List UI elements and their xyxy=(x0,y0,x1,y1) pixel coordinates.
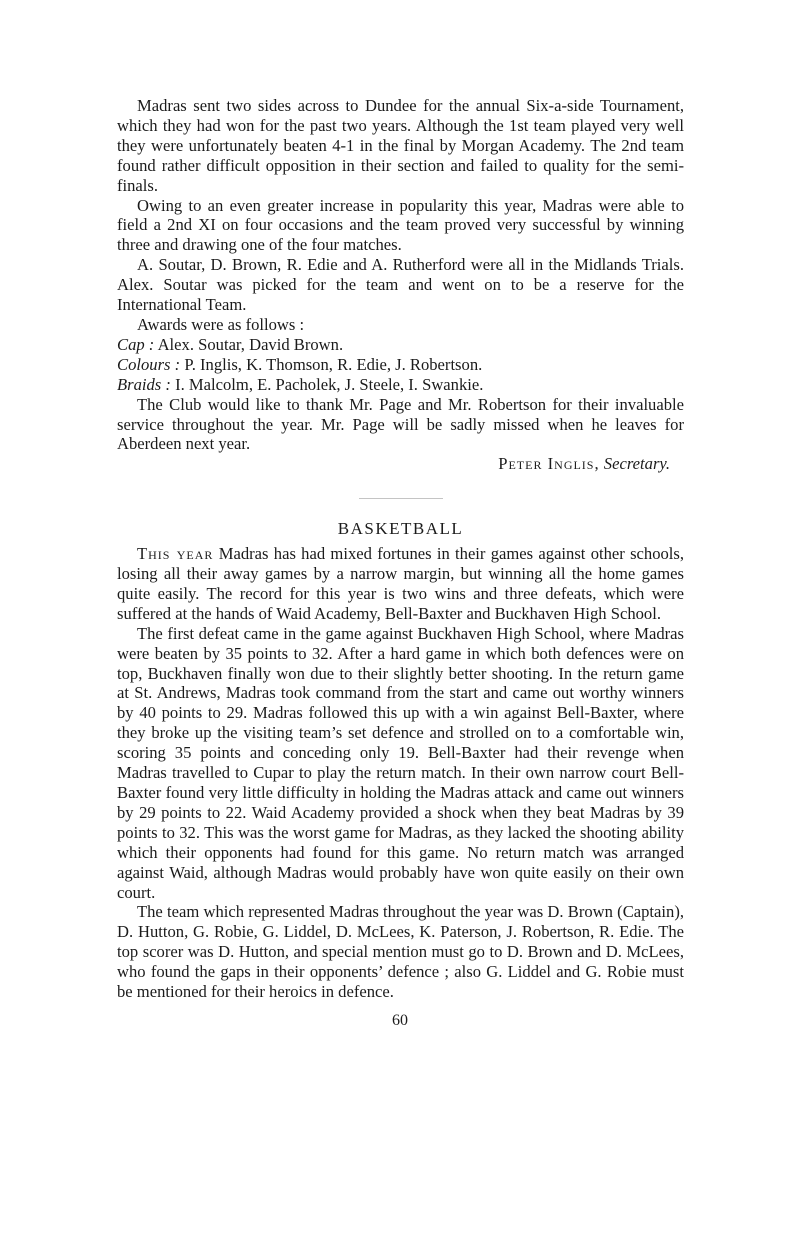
basketball-lead-in: This year xyxy=(137,544,214,564)
award-cap xyxy=(117,335,684,355)
award-braids-label: Braids : xyxy=(117,374,171,394)
signature-name: Peter Inglis, xyxy=(498,454,600,474)
basketball-intro-text: Madras has had mixed fortunes in their games against other schools, losing all their away games by a narrow margin, but winning all the home games quite easily. The record for this year is two wins and three defeats, which were suffered at the hands of Waid Academy, Bell-Baxter and Buckhaven High School. xyxy=(117,544,685,623)
paragraph-midlands-trials: A. Soutar, D. Brown, R. Edie and A. Rutherford were all in the Midlands Trials. Alex. Soutar was picked for the team and went on to be a reserve for the International Team. xyxy=(117,255,684,315)
signature-role: Secretary. xyxy=(603,454,670,474)
award-braids-names: I. Malcolm, E. Pacholek, J. Steele, I. Swankie. xyxy=(175,374,484,394)
paragraph-second-eleven: Owing to an even greater increase in popularity this year, Madras were able to field a 2nd XI on four occasions and the team proved very successful by winning three and drawing one of the four matches. xyxy=(117,195,684,255)
paragraph-awards-intro: Awards were as follows : xyxy=(137,314,305,334)
paragraph-six-a-side: Madras sent two sides across to Dundee for the annual Six-a-side Tournament, which they had won for the past two years. Although the 1st team played very well they were unfortunately beaten 4-1 in the final by Morgan Academy. The 2nd team found rather difficult opposition in their section and failed to quality for the semi-finals. xyxy=(117,96,684,195)
award-colours-names: P. Inglis, K. Thomson, R. Edie, J. Robertson. xyxy=(184,354,483,374)
page-number: 60 xyxy=(392,1012,408,1029)
award-braids xyxy=(117,375,684,395)
paragraph-basketball-games: The first defeat came in the game against Buckhaven High School, where Madras were beaten by 35 points to 32. After a hard game in which both defences were on top, Buckhaven finally won due to their slightly better shooting. In the return game at St. Andrews, Madras took command from the start and came out worthy winners by 40 points to 29. Madras followed this up with a win against Bell-Baxter, where they broke up the visiting team’s set defence and strolled on to a comfortable win, scoring 35 points and conceding only 19. Bell-Baxter had their revenge when Madras travelled to Cupar to play the return match. In their own narrow court Bell-Baxter found very little difficulty in holding the Madras attack and came out winners by 29 points to 22. Waid Academy provided a shock when they beat Madras by 39 points to 32. This was the worst game for Madras, as they lacked the shooting ability which their opponents had found for this game. No return match was arranged against Waid, although Madras would probably have won quite easily on their own court. xyxy=(117,623,684,902)
paragraph-club-thanks: The Club would like to thank Mr. Page and Mr. Robertson for their invaluable service throughout the year. Mr. Page will be sadly missed when he leaves for Aberdeen next year. xyxy=(117,394,684,454)
basketball-heading: BASKETBALL xyxy=(337,519,464,539)
paragraph-basketball-team: The team which represented Madras throughout the year was D. Brown (Captain), D. Hutton, G. Robie, G. Liddel, D. McLees, K. Paterson, J. Robertson, R. Edie. The top scorer was D. Hutton, and special mention must go to D. Brown and D. McLees, who found the gaps in their opponents’ defence ; also G. Liddel and G. Robie must be mentioned for their heroics in defence. xyxy=(117,902,684,1002)
section-divider xyxy=(359,498,443,499)
award-cap-names: Alex. Soutar, David Brown. xyxy=(157,334,344,354)
secretary-signature xyxy=(117,454,684,474)
award-cap-label: Cap : xyxy=(117,334,155,354)
paragraph-basketball-intro xyxy=(117,544,684,624)
award-colours-label: Colours : xyxy=(117,354,181,374)
award-colours xyxy=(117,355,684,375)
page-body xyxy=(117,96,684,1002)
